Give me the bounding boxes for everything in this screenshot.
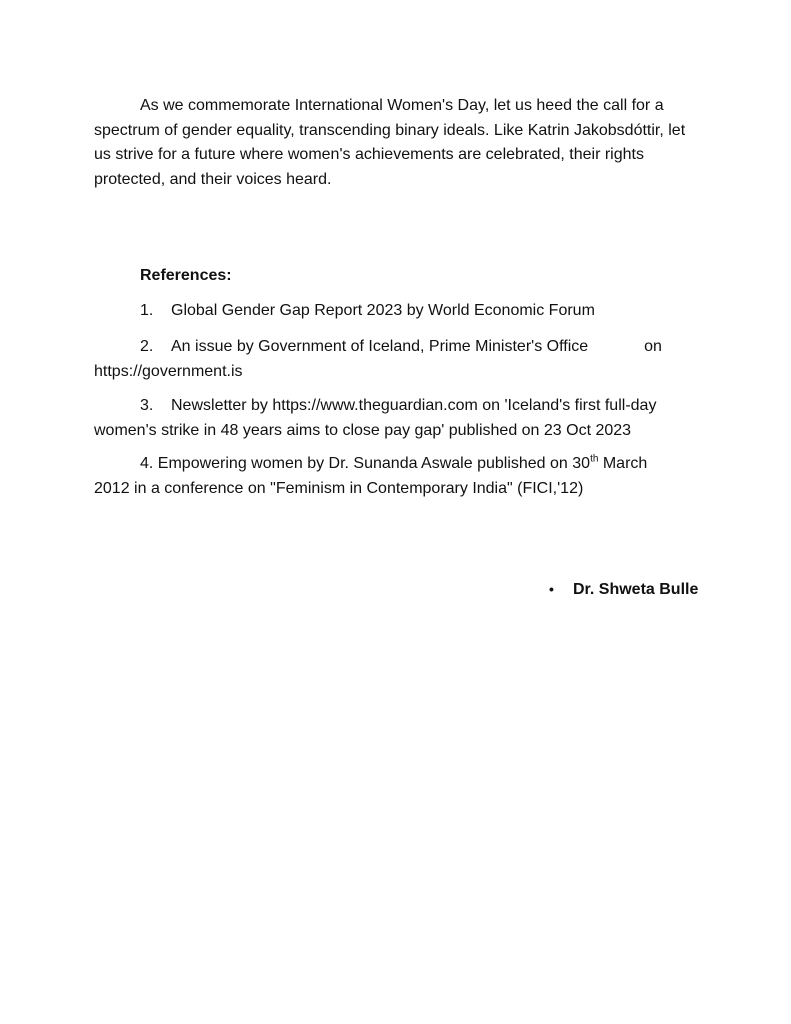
- reference-number: 3.: [140, 397, 154, 414]
- reference-item-3: [94, 394, 694, 443]
- closing-paragraph: As we commemorate International Women's Day, let us heed the call for a spectrum of gender equality, transcending binary ideals. Like Katrin Jakobsdóttir, let us strive for a future where women's achievements are celebrated, their rights protected, and their voices heard.: [94, 97, 686, 188]
- author-signature: [549, 577, 698, 602]
- bullet-icon: •: [549, 581, 554, 597]
- reference-number: 1.: [140, 302, 154, 319]
- reference-text-continued: 2012 in a conference on "Feminism in Contemporary India" (FICI,'12): [94, 479, 584, 497]
- references-heading: References:: [140, 267, 232, 284]
- reference-text: Global Gender Gap Report 2023 by World Economic Forum: [171, 302, 595, 319]
- reference-number: 2.: [140, 338, 154, 355]
- reference-link[interactable]: https://government.is: [94, 362, 243, 380]
- reference-text-after-superscript: March: [598, 455, 648, 472]
- ordinal-superscript: th: [590, 453, 599, 465]
- reference-text-tail: on: [644, 338, 662, 355]
- reference-text: 4. Empowering women by Dr. Sunanda Aswale published on 30: [140, 455, 591, 472]
- reference-item-1: [94, 299, 694, 324]
- reference-text: Newsletter by https://www.theguardian.com on 'Iceland's first full-day: [171, 397, 657, 414]
- reference-text: An issue by Government of Iceland, Prime Minister's Office: [171, 338, 589, 355]
- author-name: Dr. Shweta Bulle: [573, 581, 699, 598]
- reference-item-2: [94, 335, 694, 384]
- reference-item-4: [94, 452, 694, 501]
- reference-text-continued: women's strike in 48 years aims to close pay gap' published on 23 Oct 2023: [94, 421, 632, 439]
